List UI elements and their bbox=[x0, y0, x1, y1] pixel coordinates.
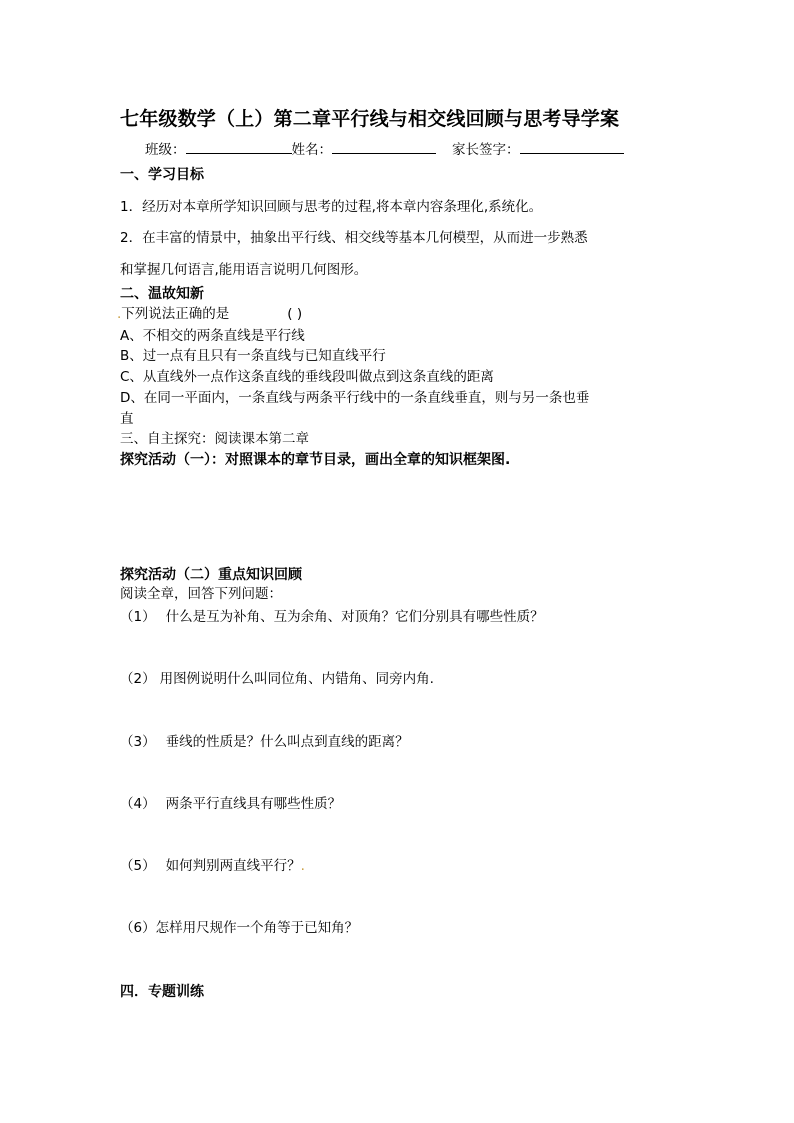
section3-heading: 三、自主探究：阅读课本第二章 bbox=[120, 431, 309, 447]
question-number: （6） bbox=[120, 920, 156, 936]
option-a: A、不相交的两条直线是平行线 bbox=[120, 328, 305, 344]
review-question bbox=[117, 305, 302, 323]
option-c: C、从直线外一点作这条直线的垂线段叫做点到这条直线的距离 bbox=[120, 369, 494, 385]
question-text: 如何判别两直线平行？ bbox=[165, 858, 301, 874]
question-number: （1） bbox=[120, 609, 156, 625]
goal-item-1: 1．经历对本章所学知识回顾与思考的过程,将本章内容条理化,系统化。 bbox=[120, 199, 543, 215]
goal-item-2-line1: 2．在丰富的情景中，抽象出平行线、相交线等基本几何模型，从而进一步熟悉 bbox=[120, 230, 588, 246]
answer-parentheses: ( ) bbox=[287, 306, 303, 322]
question-text: 用图例说明什么叫同位角、内错角、同旁内角. bbox=[159, 671, 434, 687]
question-number: （2） bbox=[120, 671, 156, 687]
section1-heading: 一、学习目标 bbox=[120, 167, 204, 183]
marker-dot: . bbox=[117, 306, 122, 322]
activity-1: 探究活动（一）：对照课本的章节目录，画出全章的知识框架图. bbox=[120, 452, 511, 468]
option-b: B、过一点有且只有一条直线与已知直线平行 bbox=[120, 348, 386, 364]
question-number: （3） bbox=[120, 734, 156, 750]
page-title: 七年级数学（上）第二章平行线与相交线回顾与思考导学案 bbox=[120, 108, 620, 130]
activity-2: 探究活动（二）重点知识回顾 bbox=[120, 567, 302, 583]
parent-signature-blank[interactable] bbox=[520, 141, 624, 154]
question-2 bbox=[120, 670, 434, 688]
info-line bbox=[145, 141, 624, 159]
question-1 bbox=[120, 608, 544, 626]
name-blank[interactable] bbox=[332, 141, 436, 154]
name-label: 姓名： bbox=[291, 142, 332, 158]
class-blank[interactable] bbox=[186, 141, 292, 154]
question-4 bbox=[120, 795, 341, 813]
option-d-line1: D、在同一平面内，一条直线与两条平行线中的一条直线垂直，则与另一条也垂 bbox=[120, 390, 590, 406]
question-text: 垂线的性质是？什么叫点到直线的距离？ bbox=[165, 734, 409, 750]
marker-dot: . bbox=[300, 858, 305, 874]
option-d-line2: 直 bbox=[120, 411, 134, 427]
parent-signature-label: 家长签字： bbox=[452, 142, 520, 158]
review-question-text: 下列说法正确的是 bbox=[121, 306, 230, 322]
question-6 bbox=[120, 919, 358, 937]
question-number: （4） bbox=[120, 796, 156, 812]
question-text: 两条平行直线具有哪些性质？ bbox=[165, 796, 342, 812]
question-number: （5） bbox=[120, 858, 156, 874]
question-5 bbox=[120, 857, 305, 875]
section2-heading: 二、温故知新 bbox=[120, 286, 204, 302]
section4-heading: 四．专题训练 bbox=[120, 984, 204, 1000]
question-3 bbox=[120, 733, 409, 751]
class-label: 班级： bbox=[145, 142, 186, 158]
goal-item-2-line2: 和掌握几何语言,能用语言说明几何图形。 bbox=[120, 262, 368, 278]
activity-2-intro: 阅读全章，回答下列问题： bbox=[120, 586, 282, 602]
question-text: 什么是互为补角、互为余角、对顶角？它们分别具有哪些性质？ bbox=[165, 609, 544, 625]
question-text: 怎样用尺规作一个角等于已知角？ bbox=[155, 920, 359, 936]
